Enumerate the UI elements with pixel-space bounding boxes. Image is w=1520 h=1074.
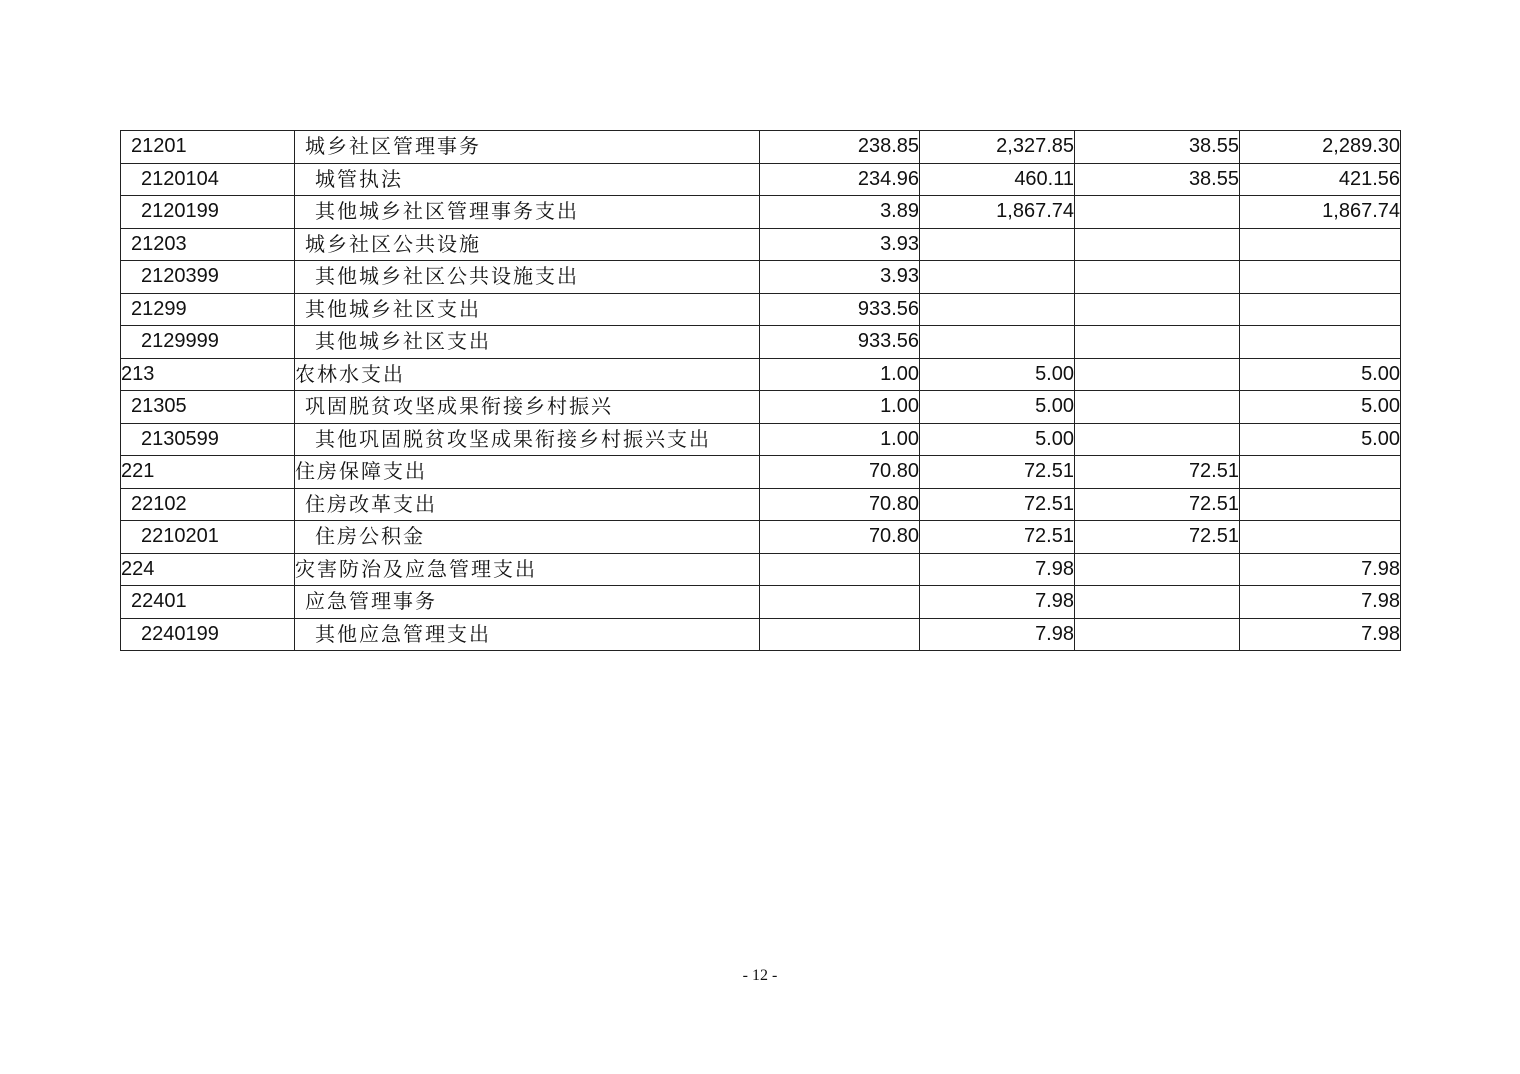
row-name-text: 城乡社区公共设施 bbox=[305, 231, 481, 256]
row-value-col2: 460.11 bbox=[920, 163, 1075, 196]
row-value-col4: 2,289.30 bbox=[1240, 131, 1401, 164]
table-row bbox=[121, 163, 1401, 196]
row-code bbox=[121, 553, 295, 586]
row-value-col2: 72.51 bbox=[920, 488, 1075, 521]
row-code bbox=[121, 163, 295, 196]
row-value-col3 bbox=[1075, 553, 1240, 586]
row-value-col2: 7.98 bbox=[920, 618, 1075, 651]
row-value-col3 bbox=[1075, 261, 1240, 294]
row-value-col4: 5.00 bbox=[1240, 391, 1401, 424]
row-value-col3: 72.51 bbox=[1075, 488, 1240, 521]
row-code-text: 22401 bbox=[131, 590, 187, 613]
row-value-col3 bbox=[1075, 326, 1240, 359]
row-code-text: 213 bbox=[121, 362, 155, 385]
table-row bbox=[121, 488, 1401, 521]
table-row bbox=[121, 228, 1401, 261]
row-code bbox=[121, 196, 295, 229]
row-code bbox=[121, 521, 295, 554]
row-value-col2: 2,327.85 bbox=[920, 131, 1075, 164]
row-value-col1: 1.00 bbox=[760, 423, 920, 456]
table-row bbox=[121, 196, 1401, 229]
row-value-col3: 72.51 bbox=[1075, 521, 1240, 554]
row-value-col2: 5.00 bbox=[920, 358, 1075, 391]
row-name-text: 住房公积金 bbox=[315, 524, 425, 549]
row-name-text: 住房改革支出 bbox=[305, 491, 437, 516]
row-name bbox=[295, 488, 760, 521]
table-row bbox=[121, 553, 1401, 586]
row-name bbox=[295, 228, 760, 261]
row-name-text: 应急管理事务 bbox=[305, 589, 437, 614]
row-code-text: 2210201 bbox=[141, 525, 219, 548]
row-value-col2: 5.00 bbox=[920, 391, 1075, 424]
row-value-col1: 3.89 bbox=[760, 196, 920, 229]
row-value-col1: 238.85 bbox=[760, 131, 920, 164]
row-code-text: 2120199 bbox=[141, 200, 219, 223]
row-value-col1: 3.93 bbox=[760, 261, 920, 294]
row-value-col1 bbox=[760, 618, 920, 651]
row-value-col2: 1,867.74 bbox=[920, 196, 1075, 229]
row-name bbox=[295, 326, 760, 359]
row-value-col1: 1.00 bbox=[760, 358, 920, 391]
row-value-col1: 933.56 bbox=[760, 326, 920, 359]
row-value-col1 bbox=[760, 586, 920, 619]
row-value-col4: 5.00 bbox=[1240, 358, 1401, 391]
row-value-col2 bbox=[920, 261, 1075, 294]
row-value-col2: 5.00 bbox=[920, 423, 1075, 456]
row-value-col4: 5.00 bbox=[1240, 423, 1401, 456]
row-name bbox=[295, 196, 760, 229]
row-value-col3: 38.55 bbox=[1075, 131, 1240, 164]
table-row bbox=[121, 358, 1401, 391]
row-code bbox=[121, 618, 295, 651]
row-value-col4 bbox=[1240, 261, 1401, 294]
row-name-text: 住房保障支出 bbox=[295, 459, 427, 484]
row-name bbox=[295, 521, 760, 554]
row-value-col2: 7.98 bbox=[920, 586, 1075, 619]
row-value-col4 bbox=[1240, 326, 1401, 359]
table-row bbox=[121, 423, 1401, 456]
row-code bbox=[121, 358, 295, 391]
row-code-text: 21203 bbox=[131, 232, 187, 255]
row-name-text: 城管执法 bbox=[315, 166, 403, 191]
row-value-col2 bbox=[920, 228, 1075, 261]
table-row bbox=[121, 326, 1401, 359]
row-name bbox=[295, 618, 760, 651]
row-code bbox=[121, 586, 295, 619]
row-value-col3 bbox=[1075, 586, 1240, 619]
row-code-text: 2120104 bbox=[141, 167, 219, 190]
table-body bbox=[121, 131, 1401, 651]
row-value-col3 bbox=[1075, 358, 1240, 391]
row-code-text: 2129999 bbox=[141, 330, 219, 353]
row-value-col4 bbox=[1240, 488, 1401, 521]
row-value-col1: 3.93 bbox=[760, 228, 920, 261]
row-code-text: 224 bbox=[121, 557, 155, 580]
row-value-col4 bbox=[1240, 293, 1401, 326]
row-value-col1: 933.56 bbox=[760, 293, 920, 326]
row-value-col2: 72.51 bbox=[920, 456, 1075, 489]
row-name-text: 巩固脱贫攻坚成果衔接乡村振兴 bbox=[305, 394, 613, 419]
table-row bbox=[121, 293, 1401, 326]
row-value-col4: 7.98 bbox=[1240, 586, 1401, 619]
row-code-text: 21305 bbox=[131, 395, 187, 418]
row-value-col1 bbox=[760, 553, 920, 586]
row-value-col3: 72.51 bbox=[1075, 456, 1240, 489]
row-value-col3 bbox=[1075, 391, 1240, 424]
row-name bbox=[295, 391, 760, 424]
row-code bbox=[121, 261, 295, 294]
row-name-text: 农林水支出 bbox=[295, 361, 405, 386]
row-name-text: 其他城乡社区支出 bbox=[305, 296, 481, 321]
row-code bbox=[121, 391, 295, 424]
row-name-text: 灾害防治及应急管理支出 bbox=[295, 556, 537, 581]
row-value-col3 bbox=[1075, 423, 1240, 456]
row-value-col3 bbox=[1075, 196, 1240, 229]
row-value-col4: 7.98 bbox=[1240, 553, 1401, 586]
row-value-col4 bbox=[1240, 228, 1401, 261]
row-code-text: 21201 bbox=[131, 135, 187, 158]
row-value-col4: 7.98 bbox=[1240, 618, 1401, 651]
row-code bbox=[121, 488, 295, 521]
row-code-text: 221 bbox=[121, 460, 155, 483]
table-row bbox=[121, 586, 1401, 619]
row-value-col4: 1,867.74 bbox=[1240, 196, 1401, 229]
row-name bbox=[295, 293, 760, 326]
table-row bbox=[121, 261, 1401, 294]
row-code bbox=[121, 131, 295, 164]
row-name bbox=[295, 423, 760, 456]
row-name-text: 其他巩固脱贫攻坚成果衔接乡村振兴支出 bbox=[315, 426, 711, 451]
row-name-text: 城乡社区管理事务 bbox=[305, 134, 481, 159]
row-name bbox=[295, 456, 760, 489]
row-code bbox=[121, 326, 295, 359]
row-value-col2 bbox=[920, 293, 1075, 326]
table-row bbox=[121, 521, 1401, 554]
row-code bbox=[121, 228, 295, 261]
row-code-text: 22102 bbox=[131, 492, 187, 515]
row-value-col3 bbox=[1075, 293, 1240, 326]
row-value-col4 bbox=[1240, 521, 1401, 554]
row-code-text: 2130599 bbox=[141, 427, 219, 450]
row-code-text: 2240199 bbox=[141, 622, 219, 645]
row-name bbox=[295, 358, 760, 391]
budget-table bbox=[120, 130, 1401, 651]
row-code bbox=[121, 456, 295, 489]
row-value-col3: 38.55 bbox=[1075, 163, 1240, 196]
row-value-col1: 234.96 bbox=[760, 163, 920, 196]
row-value-col4: 421.56 bbox=[1240, 163, 1401, 196]
row-value-col3 bbox=[1075, 228, 1240, 261]
page-number: - 12 - bbox=[742, 967, 778, 984]
row-name-text: 其他城乡社区支出 bbox=[315, 329, 491, 354]
row-name bbox=[295, 586, 760, 619]
row-value-col1: 70.80 bbox=[760, 456, 920, 489]
row-value-col2: 72.51 bbox=[920, 521, 1075, 554]
table-row bbox=[121, 618, 1401, 651]
row-name-text: 其他应急管理支出 bbox=[315, 621, 491, 646]
row-code bbox=[121, 293, 295, 326]
row-code-text: 2120399 bbox=[141, 265, 219, 288]
row-name bbox=[295, 553, 760, 586]
table-row bbox=[121, 131, 1401, 164]
row-value-col4 bbox=[1240, 456, 1401, 489]
row-value-col1: 70.80 bbox=[760, 521, 920, 554]
row-code bbox=[121, 423, 295, 456]
row-value-col1: 70.80 bbox=[760, 488, 920, 521]
table-row bbox=[121, 456, 1401, 489]
row-name bbox=[295, 261, 760, 294]
row-name-text: 其他城乡社区公共设施支出 bbox=[315, 264, 579, 289]
row-code-text: 21299 bbox=[131, 297, 187, 320]
row-value-col1: 1.00 bbox=[760, 391, 920, 424]
row-name bbox=[295, 131, 760, 164]
row-value-col3 bbox=[1075, 618, 1240, 651]
row-value-col2: 7.98 bbox=[920, 553, 1075, 586]
table-row bbox=[121, 391, 1401, 424]
row-value-col2 bbox=[920, 326, 1075, 359]
row-name bbox=[295, 163, 760, 196]
row-name-text: 其他城乡社区管理事务支出 bbox=[315, 199, 579, 224]
